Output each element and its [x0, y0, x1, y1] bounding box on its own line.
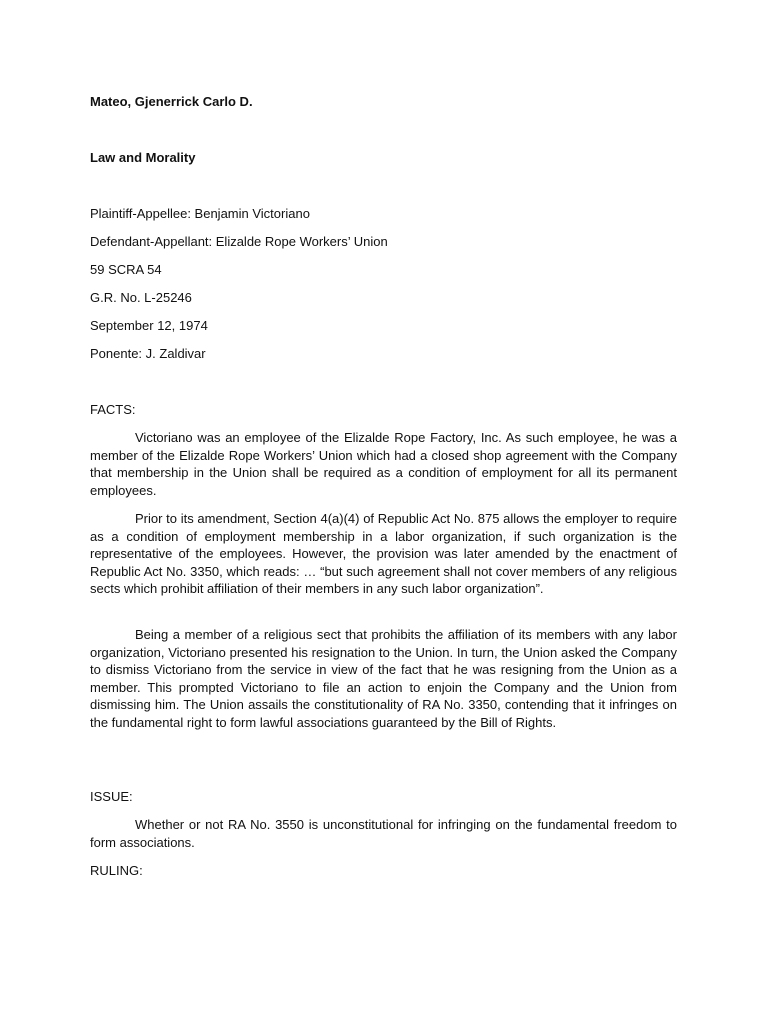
- subject-title: Law and Morality: [90, 150, 196, 165]
- facts-heading: FACTS:: [90, 402, 136, 417]
- author-name: Mateo, Gjenerrick Carlo D.: [90, 94, 253, 109]
- ruling-heading: RULING:: [90, 863, 143, 878]
- facts-paragraph-1: Victoriano was an employee of the Elizalde Rope Factory, Inc. As such employee, he was a member of the Elizalde Rope Workers’ Union which had a closed shop agreement with the Company that membership in the Union shall be required as a condition of employment for all its permanent employees.: [90, 430, 677, 498]
- citation-line: 59 SCRA 54: [90, 262, 162, 277]
- defendant-line: Defendant-Appellant: Elizalde Rope Workers’ Union: [90, 234, 388, 249]
- issue-paragraph: Whether or not RA No. 3550 is unconstitutional for infringing on the fundamental freedom to form associations.: [90, 817, 677, 850]
- gr-number-line: G.R. No. L-25246: [90, 290, 192, 305]
- ponente-line: Ponente: J. Zaldivar: [90, 346, 206, 361]
- date-line: September 12, 1974: [90, 318, 208, 333]
- facts-paragraph-2: Prior to its amendment, Section 4(a)(4) of Republic Act No. 875 allows the employer to require as a condition of employment membership in a labor organization, if such organization is the representative of the employees. However, the provision was later amended by the enactment of Republic Act No. 3350, which reads: … “but such agreement shall not cover members of any religious sects which prohibit affiliation of their members in any such labor organization”.: [90, 511, 677, 596]
- facts-paragraph-3: Being a member of a religious sect that prohibits the affiliation of its members with any labor organization, Victoriano presented his resignation to the Union. In turn, the Union asked the Company to dismiss Victoriano from the service in view of the fact that he was resigning from the Union as a member. This prompted Victoriano to file an action to enjoin the Company and the Union from dismissing him. The Union assails the constitutionality of RA No. 3350, contending that it infringes on the fundamental right to form lawful associations guaranteed by the Bill of Rights.: [90, 627, 677, 730]
- plaintiff-line: Plaintiff-Appellee: Benjamin Victoriano: [90, 206, 310, 221]
- issue-heading: ISSUE:: [90, 789, 133, 804]
